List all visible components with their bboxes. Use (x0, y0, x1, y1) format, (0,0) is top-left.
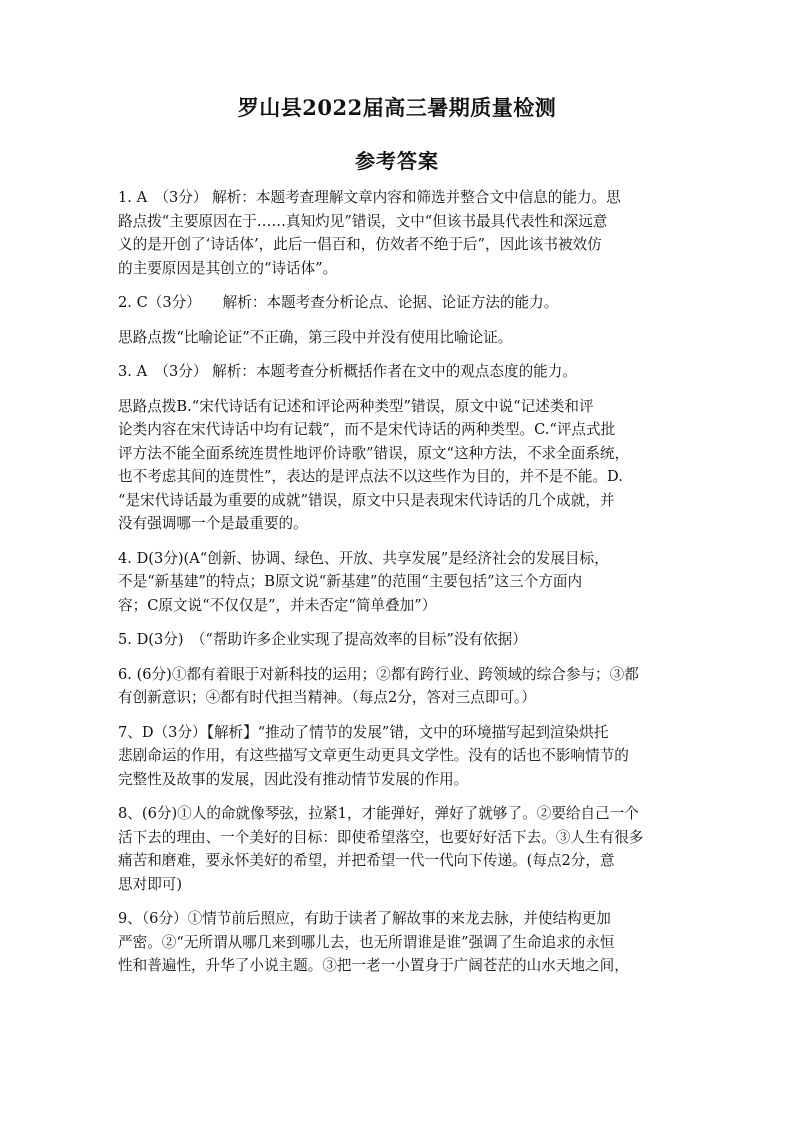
answer-line: 严密。②“无所谓从哪几来到哪儿去，也无所谓谁是谁”强调了生命追求的永恒 (118, 933, 615, 951)
answer-line: 路点拨“主要原因在于……真知灼见”错误，文中“但该书最具代表性和深远意 (118, 212, 608, 230)
answer-1 (118, 186, 678, 280)
answer-line: 活下去的理由、一个美好的目标：即使希望落空，也要好好活下去。③人生有很多 (118, 828, 644, 846)
answer-line: 论类内容在宋代诗话中均有记载”，而不是宋代诗话的两种类型。C.“评点式批 (118, 421, 616, 438)
answer-line: 2. C（3分） 解析：本题考查分析论点、论据、论证方法的能力。 (118, 294, 559, 311)
document-subtitle: 参考答案 (355, 149, 439, 173)
answer-line: 4. D(3分)(A“创新、协调、绿色、开放、共享发展”是经济社会的发展目标， (118, 549, 609, 567)
answer-line: 不是“新基建”的特点；B原文说“新基建”的范围“主要包括”这三个方面内 (118, 573, 583, 590)
answer-line: 完整性及故事的发展，因此没有推动情节发展的作用。 (118, 770, 469, 788)
answer-line: 悲剧命运的作用，有这些描写文章更生动更具文学性。没有的话也不影响情节的 (118, 747, 629, 764)
answer-line: 7、D（3分）【解析】“推动了情节的发展”错，文中的环境描写起到渲染烘托 (118, 723, 609, 741)
answer-line: 的主要原因是其创立的“诗话体”。 (118, 259, 338, 277)
answer-2 (118, 291, 678, 315)
answer-line: 容；C原文说“不仅仅是”，并未否定“简单叠加”） (118, 596, 437, 614)
answer-line: 8、(6分)①人的命就像琴弦，拉紧1，才能弹好，弹好了就够了。②要给自己一个 (118, 805, 639, 822)
answer-4 (118, 547, 678, 618)
answer-line: 痛苦和磨难，要永怀美好的希望，并把希望一代一代向下传递。(每点2分，意 (118, 852, 615, 869)
answer-line: 有创新意识；④都有时代担当精神。（每点2分，答对三点即可。） (118, 689, 536, 706)
answer-line: 义的是开创了‘诗话体’，此后一倡百和，仿效者不绝于后”，因此该书被效仿 (118, 236, 602, 253)
answer-9 (118, 907, 678, 978)
answer-line: 9、（6分）①情节前后照应，有助于读者了解故事的来龙去脉，并使结构更加 (118, 910, 611, 927)
answer-list (118, 186, 678, 989)
document-title: 罗山县2022届高三暑期质量检测 (237, 95, 557, 120)
answer-5 (118, 628, 678, 652)
answer-7 (118, 721, 678, 792)
answer-line: 思路点拨“比喻论证”不正确，第三段中并没有使用比喻论证。 (118, 328, 513, 346)
answer-line: 没有强调哪一个是最重要的。 (118, 515, 308, 532)
answer-line: 5. D(3分) （“帮助许多企业实现了提高效率的目标”没有依据） (118, 631, 527, 648)
answer-line: “是宋代诗话最为重要的成就”错误，原文中只是表现宋代诗话的几个成就，并 (118, 491, 615, 509)
answer-2-hint (118, 326, 678, 350)
answer-line: 评方法不能全面系统连贯性地评价诗歌”错误，原文“这种方法，不求全面系统， (118, 444, 630, 462)
answer-line: 6. (6分)①都有着眼于对新科技的运用；②都有跨行业、跨领域的综合参与；③都 (118, 665, 639, 683)
answer-line: 思路点拨B.“宋代诗话有记述和评论两种类型”错误，原文中说“记述类和评 (118, 397, 594, 415)
answer-3-hint (118, 395, 678, 536)
answer-line: 1. A （3分） 解析：本题考查理解文章内容和筛选并整合文中信息的能力。思 (118, 189, 621, 206)
answer-line: 也不考虑其间的连贯性”，表达的是评点法不以这些作为目的，并不是不能。D. (118, 468, 623, 485)
answer-8 (118, 802, 678, 896)
answer-line: 3. A （3分） 解析：本题考查分析概括作者在文中的观点态度的能力。 (118, 363, 577, 380)
answer-line: 思对即可) (118, 875, 183, 893)
answer-line: 性和普遍性，升华了小说主题。③把一老一小置身于广阔苍茫的山水天地之间， (118, 957, 629, 974)
answer-3 (118, 360, 678, 384)
answer-6 (118, 663, 678, 710)
